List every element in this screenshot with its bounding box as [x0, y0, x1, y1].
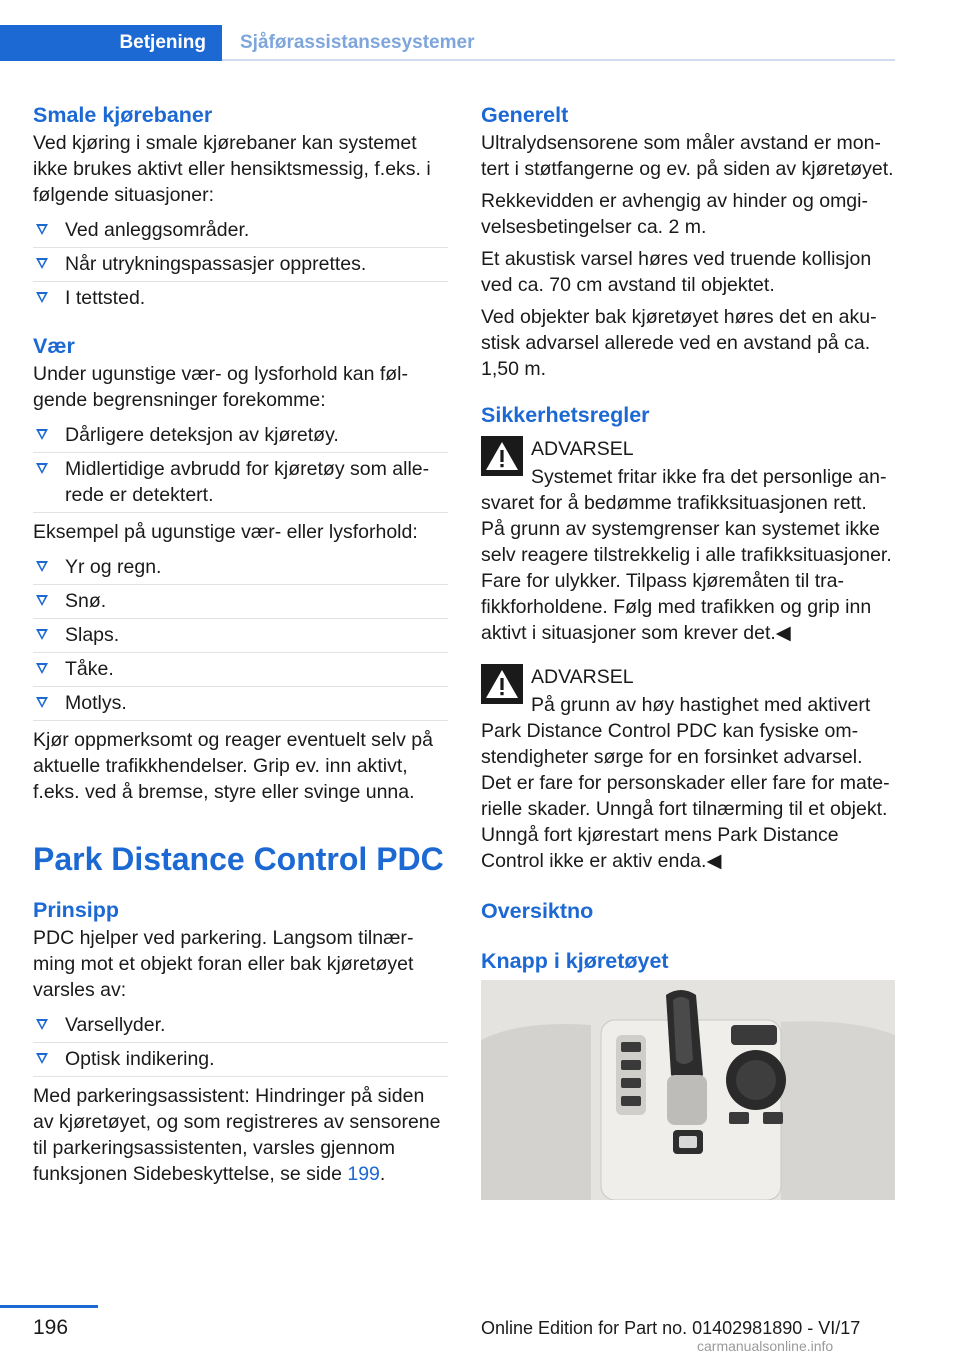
- heading-knapp: Knapp i kjøretøyet: [481, 949, 669, 973]
- parkering-text-end: .: [379, 1163, 386, 1185]
- tab-betjening-label: Betjening: [119, 32, 206, 53]
- warning-box-2: [481, 664, 895, 874]
- list-item: Motlys.: [33, 687, 448, 721]
- right-column: [481, 100, 895, 1200]
- watermark: carmanualsonline.info: [697, 1338, 834, 1354]
- generelt-p3: Et akustisk varsel høres ved truende kollisjon ved ca. 70 cm avstand til objektet.: [481, 248, 872, 296]
- list-item: Dårligere deteksjon av kjøretøy.: [33, 419, 448, 453]
- tab-section[interactable]: Sjåførassistansesystemer: [240, 32, 475, 53]
- parkering-text: [33, 1083, 448, 1187]
- warning-triangle-icon: [481, 436, 523, 476]
- parkering-text-body: Med parkeringsassistent: Hindringer på siden av kjøretøyet, og som registreres av sensorene til parkeringsassistenten, varsles gjennom funksjonen Sidebeskyttelse, se side: [33, 1085, 441, 1185]
- heading-vaer: Vær: [33, 334, 75, 358]
- warning-title: ADVARSEL: [531, 666, 634, 688]
- list-item: Optisk indikering.: [33, 1043, 448, 1077]
- left-column: [33, 100, 448, 1193]
- heading-prinsipp: Prinsipp: [33, 898, 120, 922]
- prinsipp-list: [33, 1009, 448, 1077]
- generelt-p1: Ultralydsensorene som måler avstand er montert i støtfangerne og ev. på siden av kjøretøyet.: [481, 132, 894, 180]
- heading-generelt: Generelt: [481, 103, 569, 127]
- page-header: [0, 25, 895, 61]
- vaer-list: [33, 419, 448, 513]
- smale-list: [33, 214, 448, 315]
- smale-text: Ved kjøring i smale kjørebaner kan systemet ikke brukes aktivt eller hensiktsmessig, f.eks. i følgende situasjoner:: [33, 132, 431, 206]
- header-divider: [222, 59, 895, 61]
- heading-oversikt: Oversiktno: [481, 899, 594, 923]
- list-item: Yr og regn.: [33, 551, 448, 585]
- tab-betjening[interactable]: [0, 25, 222, 61]
- list-item: Ved anleggsområder.: [33, 214, 448, 248]
- eksempel-text: Eksempel på ugunstige vær- eller lysforhold:: [33, 521, 418, 543]
- generelt-p4: Ved objekter bak kjøretøyet høres det en akustisk advarsel allerede ved en avstand på ca. 1,50 m.: [481, 306, 877, 380]
- list-item: I tettsted.: [33, 282, 448, 315]
- vaer-text: Under ugunstige vær- og lysforhold kan følgende begrensninger forekomme:: [33, 363, 409, 411]
- generelt-p2: Rekkevidden er avhengig av hinder og omgivelsesbetingelser ca. 2 m.: [481, 190, 868, 238]
- eksempel-list: [33, 551, 448, 721]
- list-item: Slaps.: [33, 619, 448, 653]
- heading-sikkerhetsregler: Sikkerhetsregler: [481, 403, 650, 427]
- center-console-photo: [481, 980, 895, 1200]
- warning-text: På grunn av høy hastighet med aktivert Park Distance Control PDC kan fysiske omstendigheter sørge for en forsinket advarsel. Det er fare for personskader eller fare for materielle skader. Unngå fort tilnærming til et objekt. Unngå fort kjørestart mens Park Distance Control ikke er aktiv enda.◀: [481, 694, 890, 872]
- list-item: Midlertidige avbrudd for kjøretøy som allerede er detektert.: [33, 453, 448, 513]
- list-item: Varsellyder.: [33, 1009, 448, 1043]
- console-illustration: [481, 980, 895, 1200]
- list-item: Snø.: [33, 585, 448, 619]
- page-link-199[interactable]: 199: [347, 1163, 380, 1185]
- warning-text: Systemet fritar ikke fra det personlige ansvaret for å bedømme trafikksituasjonen rett. På grunn av systemgrenser kan systemet ikke selv reagere tilstrekkelig i alle trafikksituasjoner. Fare for ulykker. Tilpass kjøremåten til trafikkforholdene. Følg med trafikken og grip inn aktivt i situasjoner som krever det.◀: [481, 466, 892, 644]
- warning-title: ADVARSEL: [531, 438, 634, 460]
- list-item: Når utrykningspassasjer opprettes.: [33, 248, 448, 282]
- edition-info: Online Edition for Part no. 01402981890 - VI/17: [481, 1318, 861, 1338]
- footer-accent-bar: [0, 1305, 98, 1308]
- list-item: Tåke.: [33, 653, 448, 687]
- warning-box-1: [481, 436, 895, 646]
- kjor-text: Kjør oppmerksomt og reager eventuelt selv på aktuelle trafikkhendelser. Grip ev. inn aktivt, f.eks. ved å bremse, styre eller svinge unna.: [33, 729, 433, 803]
- heading-pdc: Park Distance Control PDC: [33, 841, 444, 877]
- prinsipp-text: PDC hjelper ved parkering. Langsom tilnærming mot et objekt foran eller bak kjøretøyet varsles av:: [33, 927, 414, 1001]
- warning-triangle-icon: [481, 664, 523, 704]
- heading-smale-kjorebaner: Smale kjørebaner: [33, 103, 213, 127]
- page-number: 196: [33, 1316, 69, 1339]
